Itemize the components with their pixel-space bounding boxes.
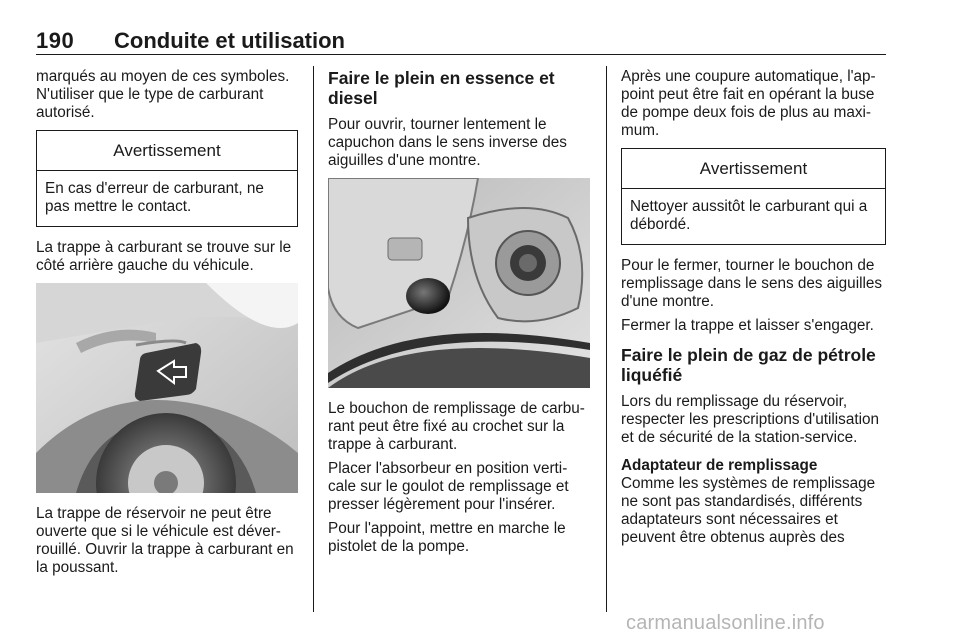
paragraph: marqués au moyen de ces symboles. N'utiliser que le type de carburant autorisé. [36,68,290,121]
paragraph: La trappe de réservoir ne peut être ouverte que si le véhicule est déverrouillé. Ouvrir la trappe à carburant en la poussant. [36,505,294,576]
page-header [36,28,886,54]
paragraph: Pour le fermer, tourner le bouchon de remplissage dans le sens des aiguilles d'une montre. [621,257,883,310]
sub-heading: Adaptateur de remplissage [621,457,818,474]
column-1 [36,68,298,583]
header-rule [36,54,886,55]
column-divider [606,66,607,612]
watermark: carmanualsonline.info [626,612,825,634]
paragraph: La trappe à carburant se trouve sur le côté arrière gauche du véhicule. [36,239,292,274]
column-divider [313,66,314,612]
warning-box [621,148,886,245]
page-number: 190 [36,28,75,53]
page-title: Conduite et utilisation [114,28,345,53]
section-heading: Faire le plein de gaz de pétrole liquéfié [621,345,876,385]
paragraph: Pour ouvrir, tourner lentement le capuchon dans le sens inverse des aiguilles d'une montre. [328,116,567,169]
paragraph: Lors du remplissage du réservoir, respecter les prescriptions d'utilisation et de sécurité de la station-service. [621,393,879,446]
warning-title: Avertissement [622,149,885,189]
warning-box [36,130,298,227]
fuel-flap-side-image [36,283,298,493]
paragraph: Placer l'absorbeur en position verticale sur le goulot de remplissage et presser légèrement pour l'insérer. [328,460,569,513]
warning-text: En cas d'erreur de carburant, ne pas mettre le contact. [45,180,264,215]
fuel-cap-open-image [328,178,590,388]
paragraph: Fermer la trappe et laisser s'engager. [621,317,874,334]
section-heading: Faire le plein en essence et diesel [328,68,555,108]
paragraph: Le bouchon de remplissage de carburant peut être fixé au crochet sur la trappe à carburant. [328,400,585,453]
paragraph: Après une coupure automatique, l'appoint peut être fait en opérant la buse de pompe deux fois de plus au maximum. [621,68,876,139]
column-2 [328,68,590,562]
warning-text: Nettoyer aussitôt le carburant qui a débordé. [630,198,868,233]
paragraph: Comme les systèmes de remplissage ne sont pas standardisés, différents adaptateurs sont nécessaires et peuvent être obtenus auprès des [621,475,876,546]
paragraph: Pour l'appoint, mettre en marche le pistolet de la pompe. [328,520,566,555]
column-3 [621,68,886,553]
warning-title: Avertissement [37,131,297,171]
